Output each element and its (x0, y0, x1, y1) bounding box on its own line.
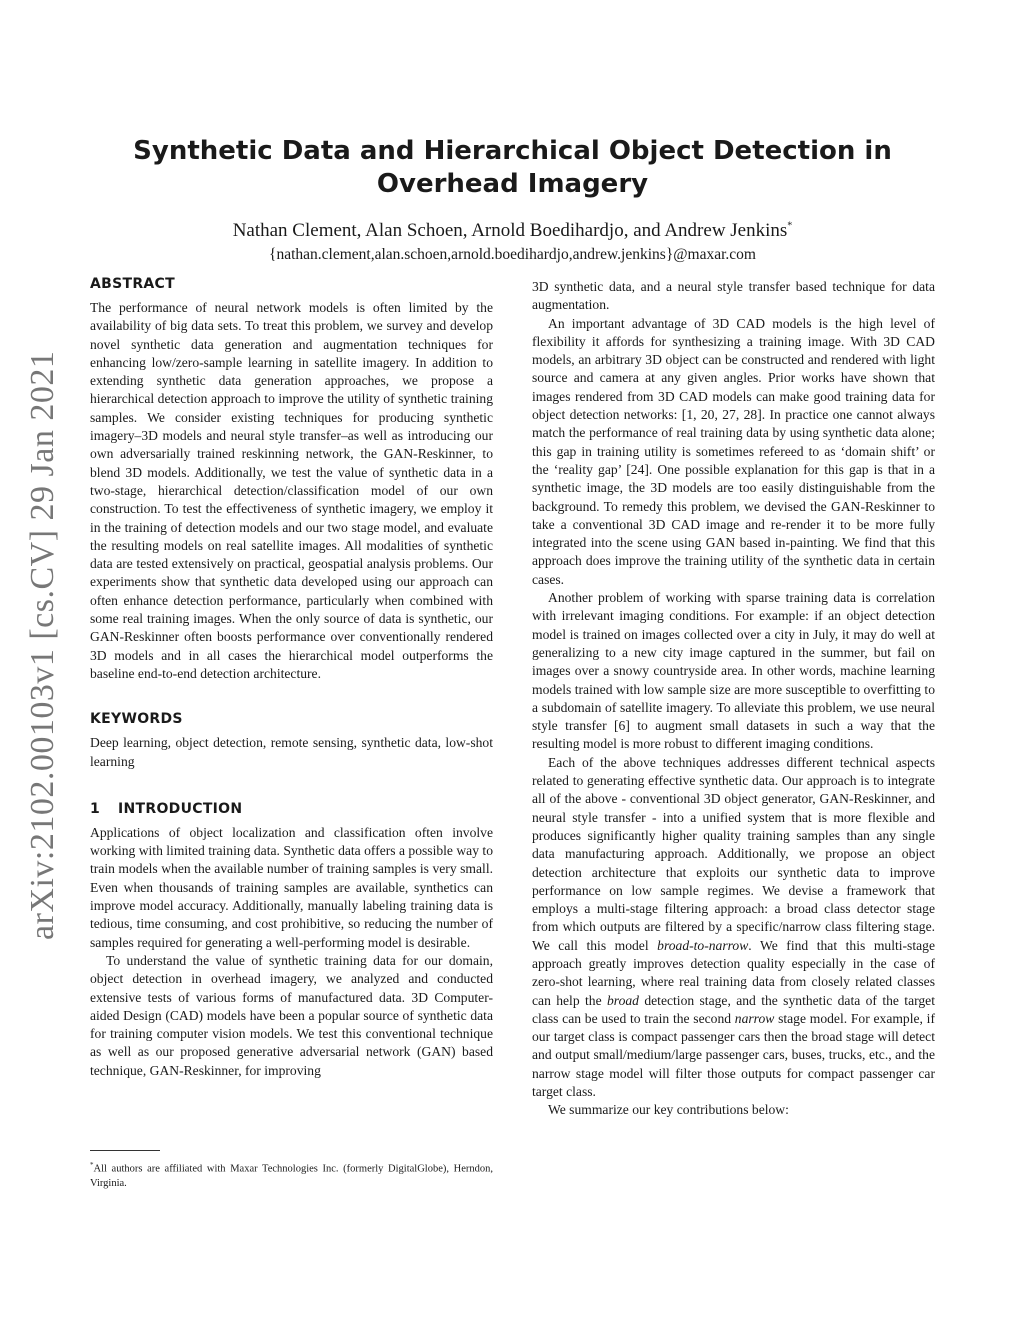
paper-title (90, 135, 935, 201)
section-title: INTRODUCTION (118, 800, 243, 817)
p5-part-d: stage model. For example, if our target class is compact passenger cars then the broad stage will detect and output small/medium/large passenger cars, buses, trucks, etc., and the narrow stage model will filter those outputs for compact passenger car target class. (532, 1010, 935, 1100)
p5-emphasis-broad-to-narrow: broad-to-narrow (657, 937, 749, 953)
title-line-1: Synthetic Data and Hierarchical Object Detection in (133, 136, 892, 166)
author-list (90, 220, 935, 242)
footnote (90, 1158, 493, 1191)
authors-text: Nathan Clement, Alan Schoen, Arnold Boedihardjo, and Andrew Jenkins (232, 220, 788, 241)
keywords-text: Deep learning, object detection, remote sensing, synthetic data, low-shot learning (90, 735, 493, 769)
right-column (532, 278, 935, 1120)
p5-part-c: detection stage, and the synthetic data of the target class can be used to train the second (532, 992, 935, 1026)
p5-emphasis-narrow: narrow (734, 1010, 775, 1026)
abstract-heading: ABSTRACT (90, 276, 175, 292)
introduction-heading (90, 799, 493, 819)
left-column (90, 274, 493, 1080)
intro-paragraph-5 (532, 754, 935, 1102)
title-line-2: Overhead Imagery (376, 169, 649, 199)
intro-paragraph-2: To understand the value of synthetic training data for our domain, object detection in overhead imagery, we analyzed and conducted extensive tests of various forms of manufactured data. 3D Computer-aided Design (CAD) models have been a popular source of synthetic data for training computer vision models. We test this conventional technique as well as our proposed generative adversarial network (GAN) based technique, GAN-Reskinner, for improving (90, 952, 493, 1078)
intro-paragraph-1: Applications of object localization and classification often involve working with limited training data. Synthetic data offers a possible way to train models when the available number of training samples is very small. Even when thousands of training samples are available, synthetics can improve model accuracy. Additionally, manually labeling training data is tedious, time consuming, and cost prohibitive, so reducing the number of samples required for generating a well-performing model is desirable. (90, 824, 493, 950)
section-number: 1 (90, 800, 101, 817)
abstract-text: The performance of neural network models is often limited by the availability of big data sets. To treat this problem, we survey and develop novel synthetic data generation and augmentation techniques for enhancing low/zero-sample learning in satellite imagery. In addition to extending synthetic data generation approaches, we propose a hierarchical detection approach to improve the utility of synthetic training samples. We consider existing techniques for producing synthetic imagery–3D models and neural style transfer–as well as introducing our own adversarially trained reskinning network, the GAN-Reskinner, to blend 3D models. Additionally, we test the value of synthetic data in a two-stage, hierarchical detection/classification model of our own construction. To test the effectiveness of synthetic imagery, we employ it in the training of detection models and our two stage model, and evaluate the resulting models on real satellite images. All modalities of synthetic data are tested extensively on practical, geospatial analysis problems. Our experiments show that synthetic data developed using our approach can often enhance detection performance, particularly when combined with some real training images. When the only source of data is synthetic, our GAN-Reskinner often boosts performance over conventionally rendered 3D models and in all cases the hierarchical model outperforms the baseline end-to-end detection architecture. (90, 300, 493, 681)
keywords-heading: KEYWORDS (90, 711, 183, 728)
footnote-text: All authors are affiliated with Maxar Technologies Inc. (formerly DigitalGlobe), Herndon, Virginia. (90, 1163, 493, 1189)
intro-paragraph-6: We summarize our key contributions below: (548, 1102, 789, 1118)
p5-part-a: Each of the above techniques addresses different technical aspects related to generating effective synthetic data. Our approach is to integrate all of the above - conventional 3D object generator, GAN-Reskinner, and neural style transfer - into a unified system that is more flexible and produces significantly higher quality training samples than any single data manufacturing approach. Additionally, we propose an object detection architecture that exploits our synthetic data to improve performance on low sample regimes. We devise a framework that employs a multi-stage filtering approach: a broad class detector stage from which outputs are filtered by a specific/narrow class filtering stage. We call this model (532, 754, 935, 953)
p5-emphasis-broad: broad (606, 992, 639, 1008)
author-emails: {nathan.clement,alan.schoen,arnold.boedihardjo,andrew.jenkins}@maxar.com (269, 246, 756, 263)
arxiv-identifier: arXiv:2102.00103v1 [cs.CV] 29 Jan 2021 (24, 350, 61, 940)
intro-paragraph-3: An important advantage of 3D CAD models is the high level of flexibility it affords for synthesizing a training image. With 3D CAD models, an arbitrary 3D object can be constructed and rendered with light source and camera at any given angles. Prior works have shown that images rendered from 3D CAD models can make good training data for object detection networks: [1, 20, 27, 28]. In practice one cannot always match the performance of real training data by using synthetic data alone; this gap in training utility is sometimes refereed to as ‘domain shift’ or the ‘reality gap’ [24]. One possible explanation for this gap is that in a synthetic image, the 3D models are too easily distinguishable from the background. To remedy this problem, we devised the GAN-Reskinner to take a conventional 3D CAD image and re-render it to be more fully integrated into the scene using GAN based in-painting. We find that this approach does improve the training utility of the synthetic data in certain cases. (532, 315, 935, 587)
intro-paragraph-4: Another problem of working with sparse training data is correlation with irrelevant imaging conditions. For example: if an object detection model is trained on images collected over a city in July, it may do well at generalizing to a new city image captured in the summer, but fail on images over a snowy countryside area. In other words, machine learning models trained with low sample size are more susceptible to overfitting to a subdomain of satellite imagery. To alleviate this problem, we use neural style transfer [6] to augment small datasets in such a way that the resulting model is more robust to different imaging conditions. (532, 590, 935, 752)
footnote-mark: * (90, 1161, 94, 1169)
intro-paragraph-2-continued: 3D synthetic data, and a neural style transfer based technique for data augmentation. (532, 279, 935, 313)
p5-part-b: . We find that this multi-stage approach greatly improves detection quality especially in the case of zero-shot learning, where real training data from closely related classes can help the (532, 937, 935, 1008)
author-footnote-mark: * (787, 220, 793, 232)
footnote-rule (90, 1150, 160, 1151)
